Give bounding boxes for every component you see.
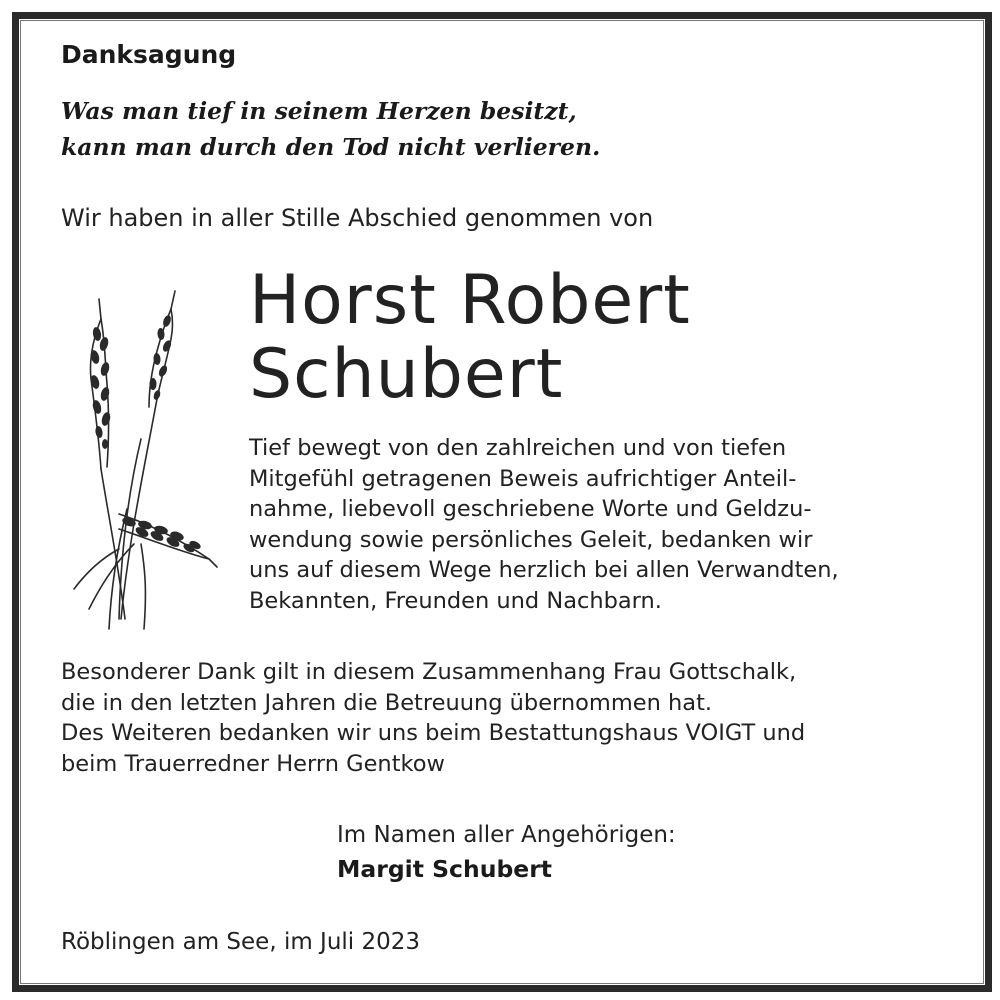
thanks-line: wendung sowie persönliches Geleit, bedanken wir xyxy=(249,526,813,553)
thanks-paragraph xyxy=(249,433,839,617)
special-thanks-line: beim Trauerredner Herrn Gentkow xyxy=(61,750,445,777)
thanks-line: Mitgefühl getragenen Beweis aufrichtiger Anteil- xyxy=(249,465,797,492)
motto-line: kann man durch den Tod nicht verlieren. xyxy=(61,133,601,161)
on-behalf-text: Im Namen aller Angehörigen: xyxy=(337,822,676,848)
motto-quote xyxy=(61,93,600,165)
motto-line: Was man tief in seinem Herzen besitzt, xyxy=(61,97,577,125)
intro-text: Wir haben in aller Stille Abschied genommen von xyxy=(61,204,654,232)
thanks-line: Tief bewegt von den zahlreichen und von tiefen xyxy=(249,435,787,461)
thanks-line: uns auf diesem Wege herzlich bei allen Verwandten, xyxy=(249,557,839,584)
thanks-line: Bekannten, Freunden und Nachbarn. xyxy=(249,587,662,614)
wheat-ears-icon xyxy=(49,289,219,649)
special-thanks-line: Des Weiteren bedanken wir uns beim Bestattungshaus VOIGT und xyxy=(61,720,806,747)
name-line: Horst Robert xyxy=(249,261,691,340)
special-thanks-line: die in den letzten Jahren die Betreuung übernommen hat. xyxy=(61,689,713,716)
notice-frame xyxy=(12,12,992,992)
special-thanks-paragraph xyxy=(61,657,805,779)
signer-name: Margit Schubert xyxy=(337,855,553,883)
place-date: Röblingen am See, im Juli 2023 xyxy=(61,929,421,955)
notice-heading: Danksagung xyxy=(61,40,237,69)
special-thanks-line: Besonderer Dank gilt in diesem Zusammenhang Frau Gottschalk, xyxy=(61,659,797,685)
name-line: Schubert xyxy=(249,335,564,414)
thanks-line: nahme, liebevoll geschriebene Worte und Geldzu- xyxy=(249,496,812,523)
deceased-name xyxy=(249,261,691,414)
